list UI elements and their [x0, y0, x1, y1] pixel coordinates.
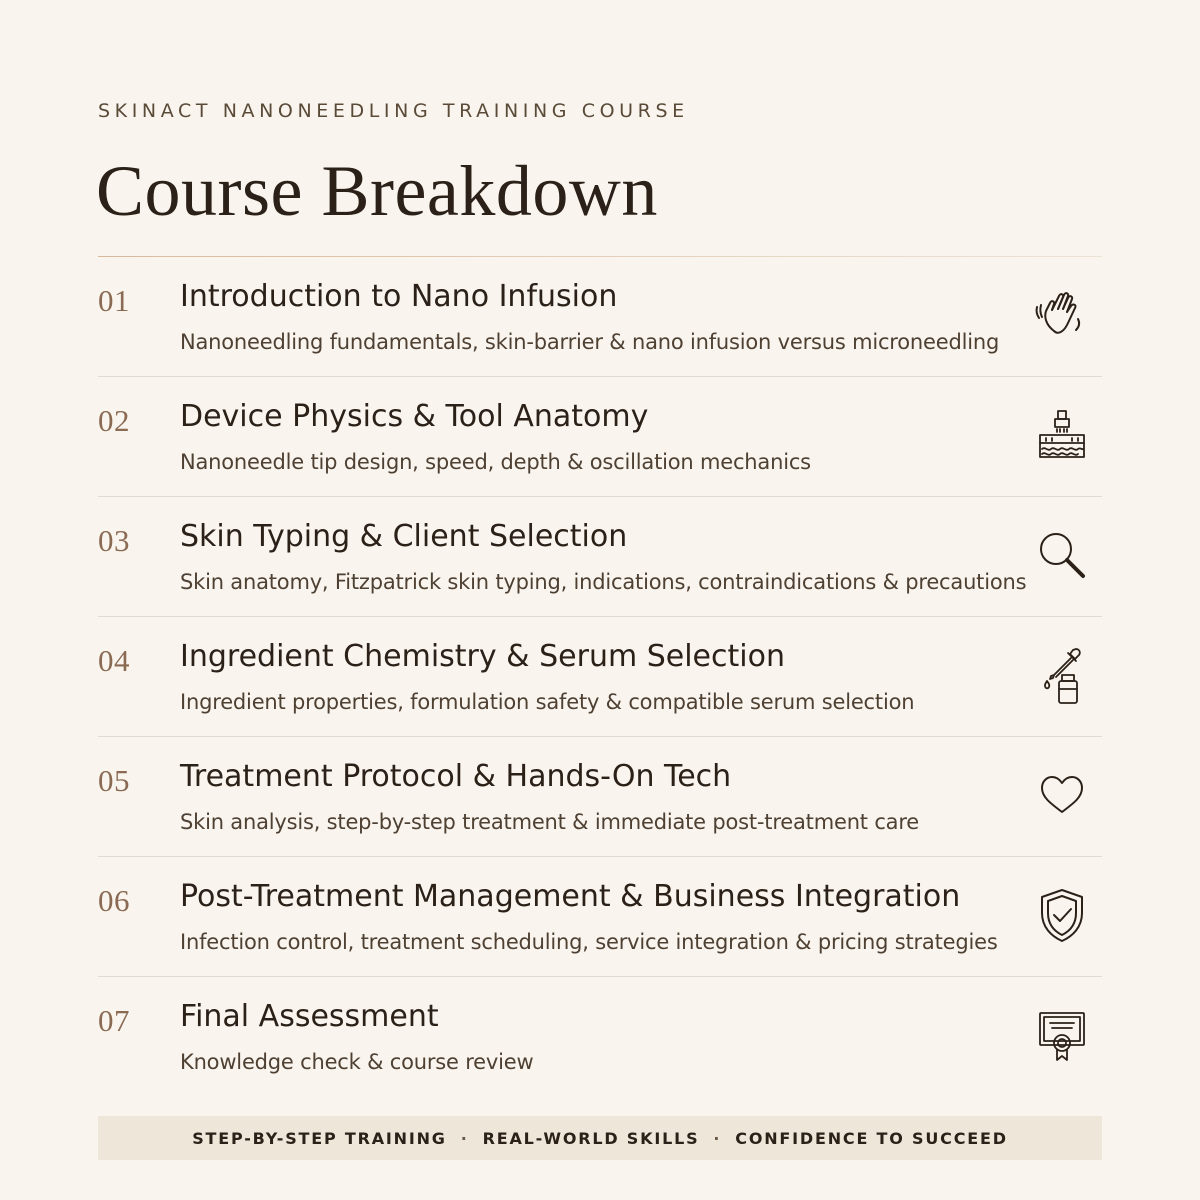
module-title: Introduction to Nano Infusion — [180, 279, 618, 314]
footer-separator: · — [460, 1128, 469, 1148]
footer-item: STEP-BY-STEP TRAINING — [192, 1128, 447, 1148]
footer-separator: · — [713, 1128, 722, 1148]
module-title: Device Physics & Tool Anatomy — [180, 399, 649, 434]
module-title: Ingredient Chemistry & Serum Selection — [180, 639, 785, 674]
footer-item: CONFIDENCE TO SUCCEED — [735, 1128, 1008, 1148]
page-title: Course Breakdown — [96, 151, 658, 231]
module-title: Treatment Protocol & Hands-On Tech — [180, 759, 732, 794]
module-title: Skin Typing & Client Selection — [180, 519, 628, 554]
module-description: Ingredient properties, formulation safety & compatible serum selection — [180, 690, 915, 714]
module-number: 02 — [98, 403, 130, 438]
module-number: 01 — [98, 283, 130, 318]
module-title: Final Assessment — [180, 999, 439, 1034]
module-row — [98, 377, 1102, 497]
module-row — [98, 737, 1102, 857]
module-row — [98, 257, 1102, 377]
module-list — [98, 257, 1102, 1096]
device-skin-layers-icon — [1032, 405, 1092, 465]
module-description: Skin analysis, step-by-step treatment & immediate post-treatment care — [180, 810, 920, 834]
module-title: Post-Treatment Management & Business Integration — [180, 879, 961, 914]
shield-check-icon — [1032, 885, 1092, 945]
module-number: 04 — [98, 643, 130, 678]
module-description: Infection control, treatment scheduling, service integration & pricing strategies — [180, 930, 998, 954]
module-description: Nanoneedle tip design, speed, depth & oscillation mechanics — [180, 450, 811, 474]
waving-hand-icon — [1032, 285, 1092, 345]
module-description: Nanoneedling fundamentals, skin-barrier & nano infusion versus microneedling — [180, 330, 1000, 354]
module-number: 07 — [98, 1003, 130, 1038]
dropper-bottle-icon — [1032, 645, 1092, 705]
module-description: Knowledge check & course review — [180, 1050, 534, 1074]
module-number: 06 — [98, 883, 130, 918]
module-number: 05 — [98, 763, 130, 798]
module-row — [98, 497, 1102, 617]
certificate-icon — [1032, 1005, 1092, 1065]
course-eyebrow: SKINACT NANONEEDLING TRAINING COURSE — [98, 100, 689, 122]
footer-banner — [98, 1116, 1102, 1160]
footer-item: REAL-WORLD SKILLS — [482, 1128, 700, 1148]
module-row — [98, 617, 1102, 737]
heart-icon — [1032, 765, 1092, 825]
module-description: Skin anatomy, Fitzpatrick skin typing, indications, contraindications & precautions — [180, 570, 1027, 594]
module-number: 03 — [98, 523, 130, 558]
module-row — [98, 977, 1102, 1096]
magnifier-icon — [1032, 525, 1092, 585]
module-row — [98, 857, 1102, 977]
